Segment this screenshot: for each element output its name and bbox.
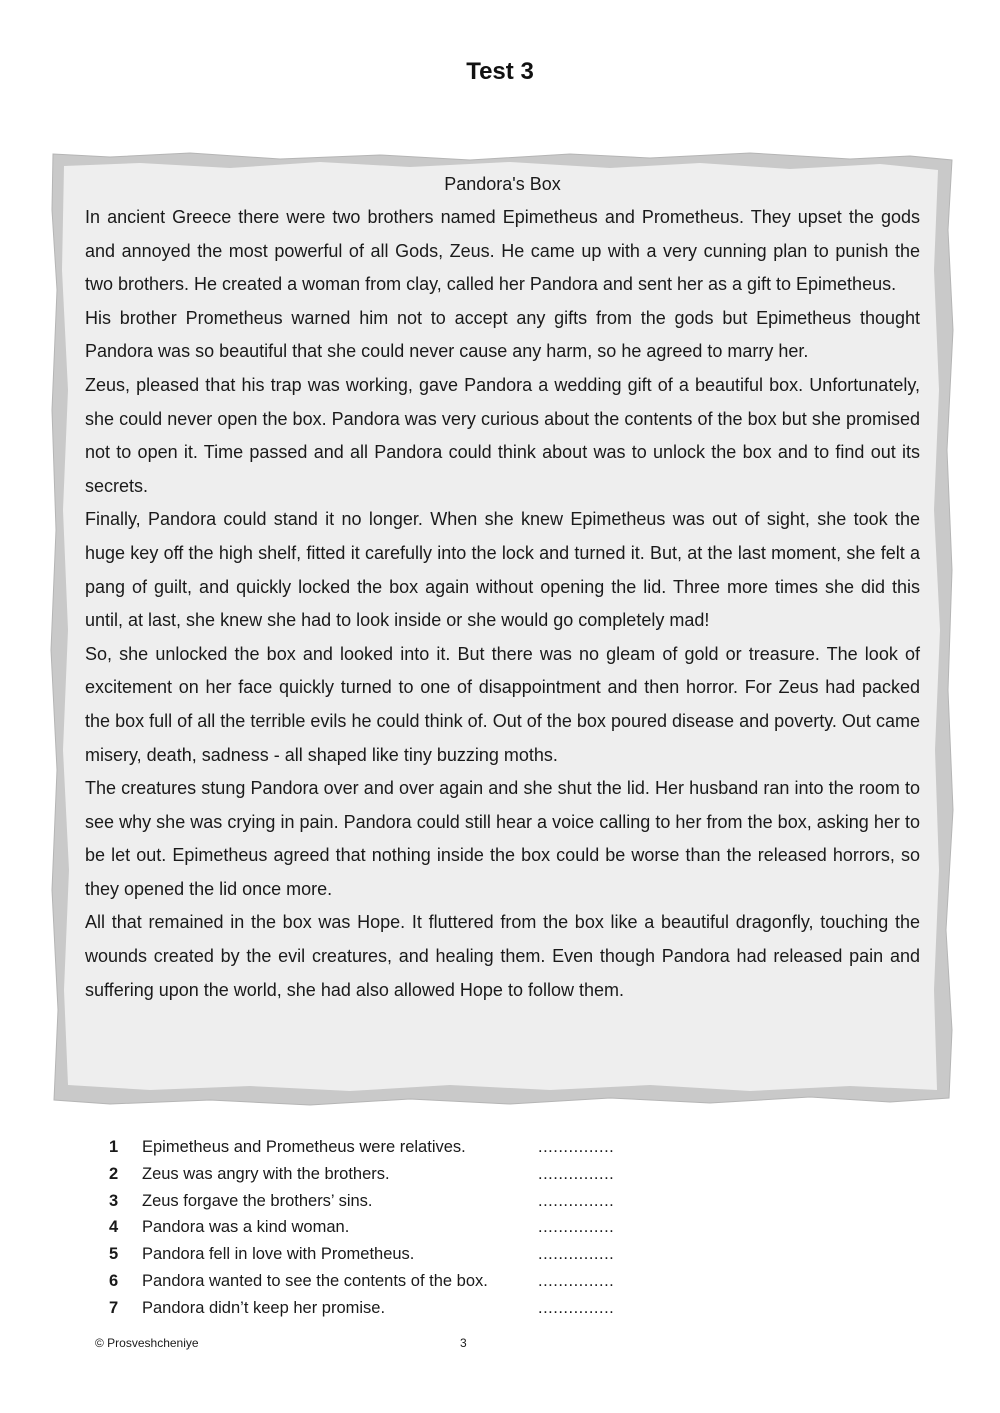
story-paragraph: So, she unlocked the box and looked into it. But there was no gleam of gold or treasure. The look of excitement on her face quickly turned to one of disappointment and then horror. For Zeus had packed the box full of all the terrible evils he could think of. Out of the box poured disease and poverty. Out came misery, death, sadness - all shaped like tiny buzzing moths. [85, 643, 920, 765]
footer-copyright: © Prosveshcheniye [95, 1336, 199, 1350]
question-number: 3 [109, 1191, 119, 1210]
question-statement: Pandora was a kind woman. [142, 1218, 350, 1237]
story-title: Pandora's Box [444, 174, 561, 194]
question-item [100, 1192, 640, 1219]
passage-text-area [85, 170, 920, 1007]
question-number: 5 [109, 1245, 119, 1264]
answer-blank[interactable]: ............... [538, 1218, 615, 1237]
question-item [100, 1165, 640, 1192]
question-statement: Pandora fell in love with Prometheus. [142, 1245, 415, 1264]
question-statement: Zeus forgave the brothers’ sins. [142, 1191, 373, 1210]
story-paragraph: In ancient Greece there were two brothers named Epimetheus and Prometheus. They upset the gods and annoyed the most powerful of all Gods, Zeus. He came up with a very cunning plan to punish the two brothers. He created a woman from clay, called her Pandora and sent her as a gift to Epimetheus. [85, 207, 920, 295]
page-title: Test 3 [466, 58, 534, 85]
answer-blank[interactable]: ............... [538, 1245, 615, 1264]
question-statement: Pandora wanted to see the contents of the box. [142, 1271, 488, 1290]
story-paragraph: All that remained in the box was Hope. It fluttered from the box like a beautiful dragonfly, touching the wounds created by the evil creatures, and healing them. Even though Pandora had released pain and suffering upon the world, she had also allowed Hope to follow them. [85, 912, 920, 1000]
footer-page-number: 3 [460, 1336, 467, 1350]
story-paragraph: The creatures stung Pandora over and over again and she shut the lid. Her husband ran into the room to see why she was crying in pain. Pandora could still hear a voice calling to her from the box, asking her to be let out. Epimetheus agreed that nothing inside the box could be worse than the released horrors, so they opened the lid once more. [85, 778, 920, 899]
story-paragraph: His brother Prometheus warned him not to accept any gifts from the gods but Epimetheus thought Pandora was so beautiful that she could never cause any harm, so he agreed to marry her. [85, 307, 920, 362]
answer-blank[interactable]: ............... [538, 1191, 615, 1210]
question-number: 4 [109, 1218, 119, 1237]
answer-blank[interactable]: ............... [538, 1298, 615, 1317]
question-item [100, 1299, 640, 1326]
question-item [100, 1218, 640, 1245]
question-number: 7 [109, 1298, 119, 1317]
true-false-question-list [100, 1138, 640, 1326]
story-paragraph: Zeus, pleased that his trap was working, gave Pandora a wedding gift of a beautiful box. Unfortunately, she could never open the box. Pandora was very curious about the contents of the box but she promised not to open it. Time passed and all Pandora could think about was to unlock the box and to find out its secrets. [85, 374, 920, 496]
question-number: 2 [109, 1164, 119, 1183]
reading-passage-panel [50, 150, 955, 1110]
question-item [100, 1245, 640, 1272]
answer-blank[interactable]: ............... [538, 1138, 615, 1156]
answer-blank[interactable]: ............... [538, 1271, 615, 1290]
question-item [100, 1272, 640, 1299]
question-item [100, 1138, 640, 1165]
question-statement: Pandora didn’t keep her promise. [142, 1298, 386, 1317]
question-number: 1 [109, 1138, 119, 1156]
question-statement: Epimetheus and Prometheus were relatives. [142, 1138, 466, 1156]
question-number: 6 [109, 1271, 119, 1290]
answer-blank[interactable]: ............... [538, 1164, 615, 1183]
question-statement: Zeus was angry with the brothers. [142, 1164, 390, 1183]
story-paragraph: Finally, Pandora could stand it no longer. When she knew Epimetheus was out of sight, she took the huge key off the high shelf, fitted it carefully into the lock and turned it. But, at the last moment, she felt a pang of guilt, and quickly locked the box again without opening the lid. Three more times she did this until, at last, she knew she had to look inside or she would go completely mad! [85, 509, 920, 631]
